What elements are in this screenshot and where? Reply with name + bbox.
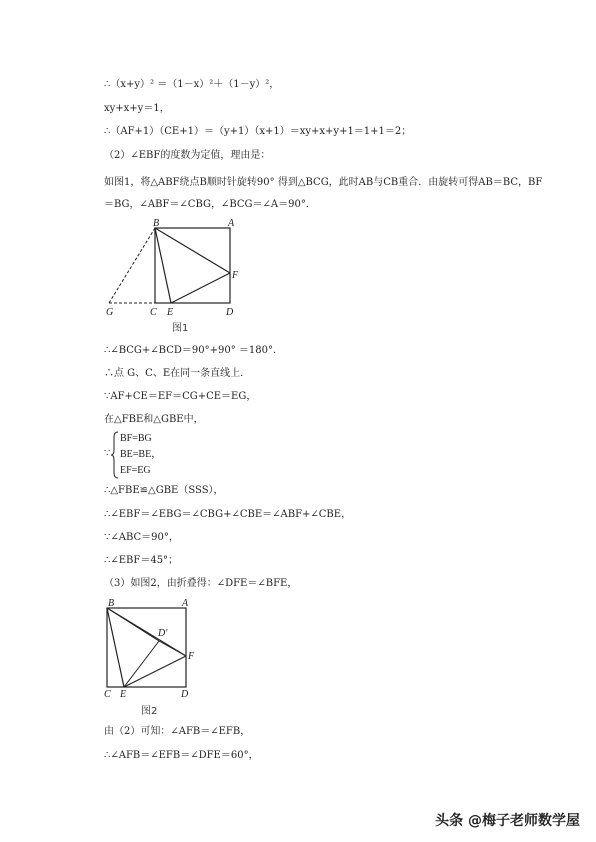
equation-line-1: ∴（x+y）² ＝（1－x）²＋（1－y）²， — [104, 79, 280, 90]
label-E: E — [120, 689, 127, 700]
label-F: F — [188, 651, 195, 662]
proof-line-10: ∴∠AFB＝∠EFB＝∠DFE＝60°， — [104, 750, 259, 761]
part-3-heading: （3）如图2，由折叠得：∠DFE＝∠BFE， — [104, 578, 298, 589]
proof-line-1: ∴∠BCG+∠BCD＝90°+90° ＝180°． — [104, 345, 283, 356]
proof-line-4: 在△FBE和△GBE中， — [104, 414, 204, 425]
condition-1: BF=BG — [120, 433, 152, 444]
condition-3: EF=EG — [120, 465, 151, 476]
label-B: B — [153, 218, 160, 229]
figure-2-caption: 图2 — [141, 706, 158, 717]
label-F: F — [232, 270, 239, 281]
proof-line-6: ∴∠EBF＝∠EBG＝∠CBG+∠CBE＝∠ABF+∠CBE， — [104, 509, 352, 520]
since-symbol: ∵ — [104, 448, 111, 459]
equation-line-2: xy+x+y＝1， — [104, 103, 170, 114]
proof-line-2: ∴点 G、C、E在同一条直线上． — [104, 368, 251, 379]
label-A: A — [228, 218, 235, 229]
figure-1 — [104, 216, 254, 338]
label-A: A — [182, 598, 189, 609]
label-C: C — [150, 307, 157, 318]
watermark: 头条 @梅子老师数学屋 — [435, 813, 580, 829]
label-E: E — [167, 307, 174, 318]
label-G: G — [106, 307, 114, 318]
equation-line-3: ∴（AF+1）（CE+1）＝（y+1）（x+1）＝xy+x+y+1＝1+1＝2； — [104, 126, 412, 137]
figure-1-caption: 图1 — [172, 323, 189, 334]
label-D: D — [181, 689, 189, 700]
proof-line-8: ∴∠EBF＝45°； — [104, 555, 179, 566]
label-C: C — [104, 689, 111, 700]
proof-line-3: ∵AF+CE＝EF＝CG+CE＝EG， — [104, 391, 257, 402]
proof-line-7: ∵∠ABC＝90°， — [104, 532, 179, 543]
proof-line-9: 由（2）可知：∠AFB＝∠EFB， — [104, 726, 251, 737]
label-D: D — [226, 307, 234, 318]
proof-line-5: ∴△FBE≌△GBE（SSS）， — [104, 485, 224, 496]
label-D-prime: D' — [158, 628, 168, 639]
rotation-explanation: 如图1，将△ABF绕点B顺时针旋转90° 得到△BCG，此时AB与CB重合．由旋转可得AB＝BC，BF＝BG，∠ABF＝∠CBG，∠BCG＝∠A＝90°． — [104, 177, 543, 210]
condition-2: BE=BE， — [120, 449, 162, 460]
figure-2 — [104, 596, 204, 718]
part-2-heading: （2）∠EBF的度数为定值，理由是： — [104, 150, 271, 161]
label-B: B — [108, 598, 115, 609]
